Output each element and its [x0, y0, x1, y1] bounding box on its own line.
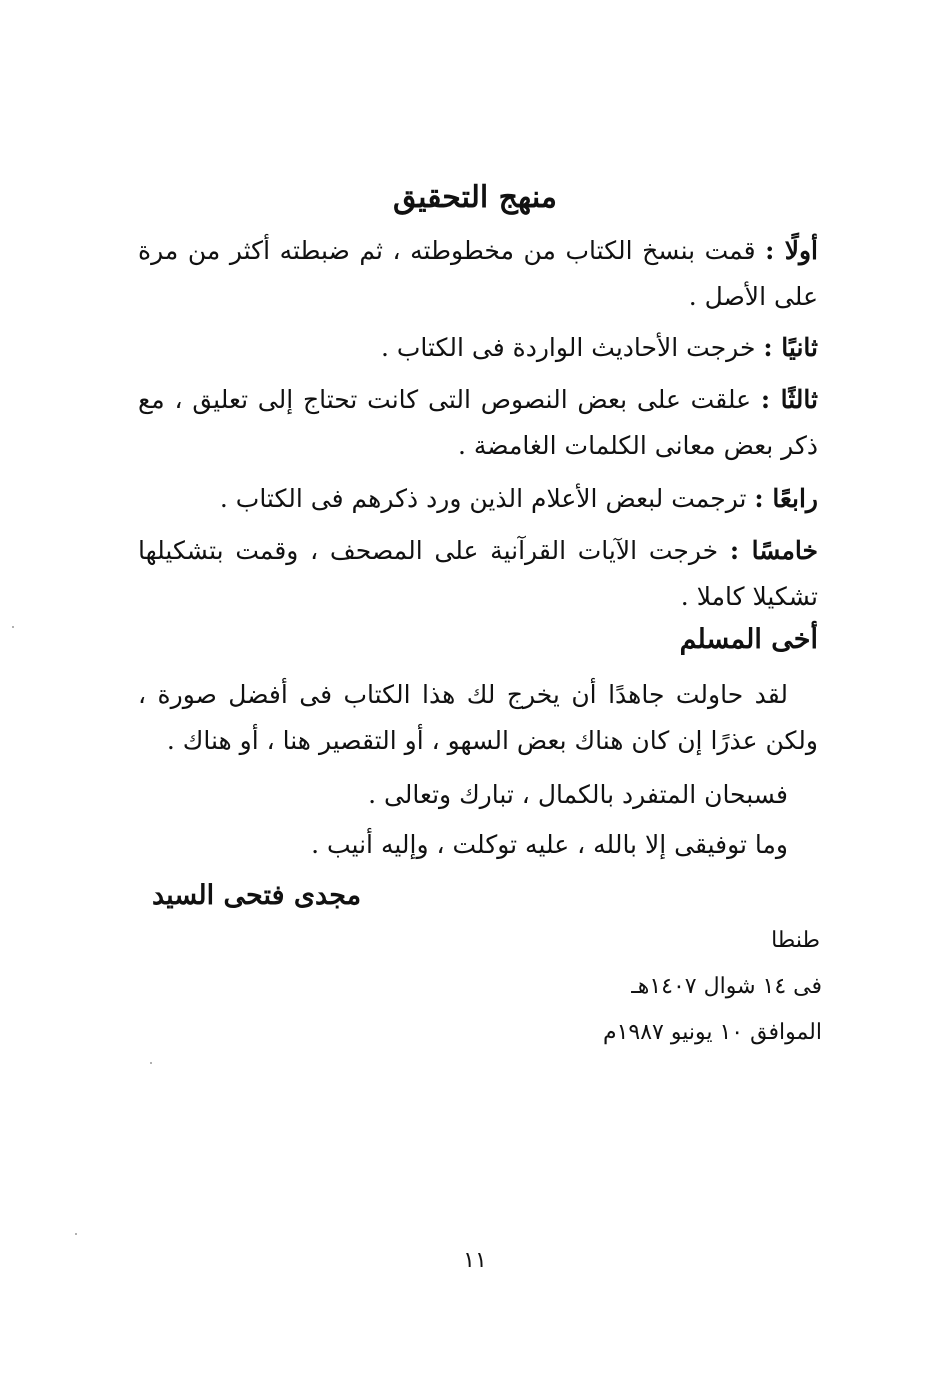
method-text-5: خرجت الآيات القرآنية على المصحف ، وقمت بتشكيلها تشكيلا كاملا . — [138, 536, 818, 611]
method-lead-1: أولًا : — [765, 236, 818, 265]
method-item-4 — [138, 476, 818, 522]
method-item-1 — [138, 228, 818, 320]
author-signature: مجدى فتحى السيد — [152, 880, 362, 911]
page-title: منهج التحقيق — [393, 180, 557, 215]
method-lead-3: ثالثًا : — [760, 385, 818, 414]
scan-speck — [12, 626, 14, 628]
scan-speck — [150, 1062, 152, 1064]
method-text-2: خرجت الأحاديث الواردة فى الكتاب . — [380, 333, 756, 362]
hijri-date: فى ١٤ شوال ١٤٠٧هـ — [631, 974, 822, 999]
gregorian-date: الموافق ١٠ يونيو ١٩٨٧م — [602, 1020, 822, 1045]
method-lead-4: رابعًا : — [754, 484, 818, 513]
place-name: طنطا — [771, 928, 820, 953]
method-text-4: ترجمت لبعض الأعلام الذين ورد ذكرهم فى الكتاب . — [219, 484, 747, 513]
method-text-1: قمت بنسخ الكتاب من مخطوطته ، ثم ضبطته أكثر من مرة على الأصل . — [138, 236, 818, 311]
closing-paragraph-3 — [138, 822, 818, 868]
closing-paragraph-1 — [138, 672, 818, 764]
method-item-5 — [138, 528, 818, 620]
method-text-3: علقت على بعض النصوص التى كانت تحتاج إلى تعليق ، مع ذكر بعض معانى الكلمات الغامضة . — [138, 385, 818, 460]
closing-text-2: فسبحان المتفرد بالكمال ، تبارك وتعالى . — [368, 780, 788, 809]
closing-text-3: وما توفيقى إلا بالله ، عليه توكلت ، وإليه أنيب . — [311, 830, 788, 859]
closing-paragraph-2 — [138, 772, 818, 818]
scan-speck — [75, 1233, 77, 1235]
address-heading: أخى المسلم — [679, 624, 818, 655]
method-item-2 — [138, 325, 818, 371]
closing-text-1: لقد حاولت جاهدًا أن يخرج لك هذا الكتاب فى أفضل صورة ، ولكن عذرًا إن كان هناك بعض السهو ، أو التقصير هنا ، أو هناك . — [138, 680, 818, 755]
method-item-3 — [138, 377, 818, 469]
method-lead-2: ثانيًا : — [763, 333, 818, 362]
method-lead-5: خامسًا : — [729, 536, 818, 565]
page-number: ١١ — [463, 1248, 487, 1273]
